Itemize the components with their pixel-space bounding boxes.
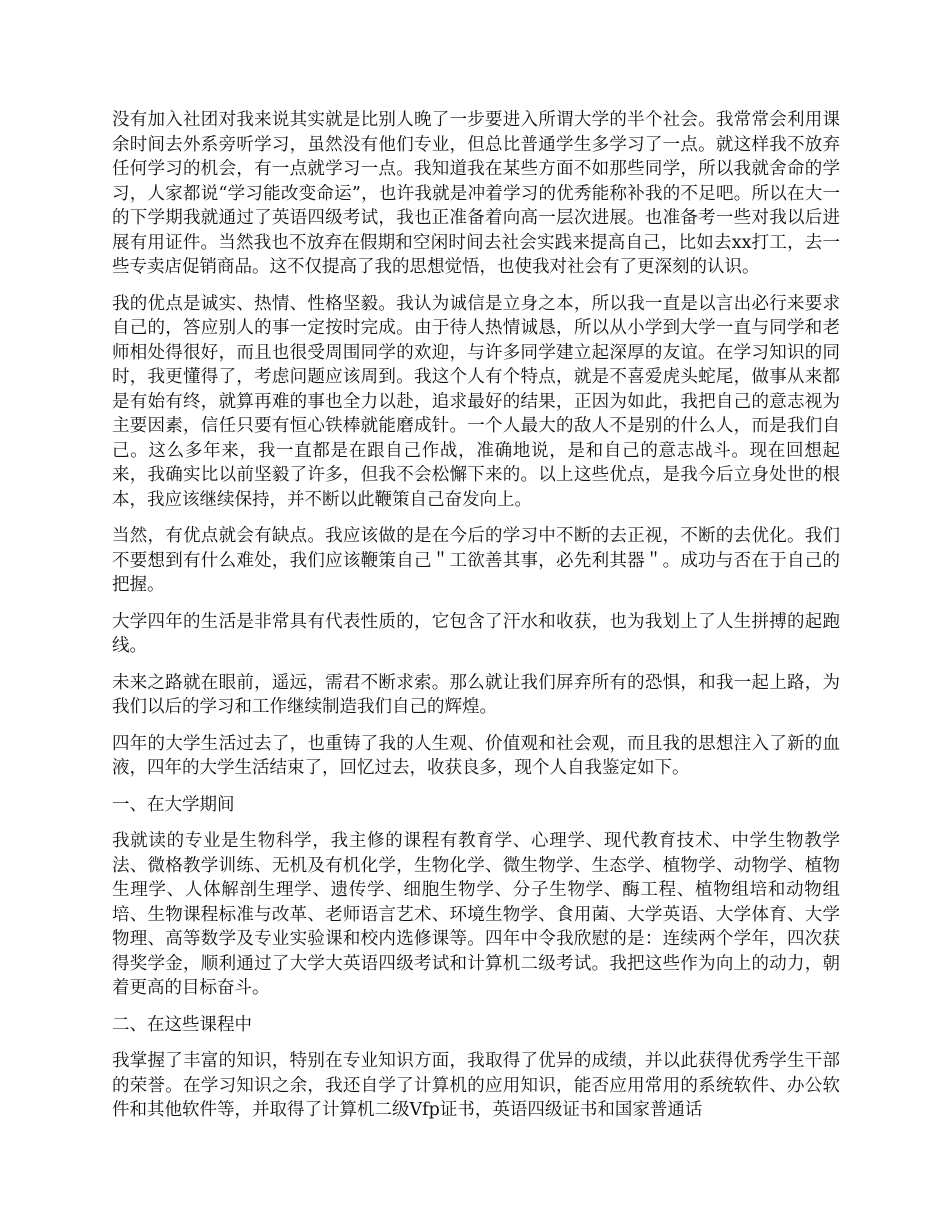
paragraph-knowledge: 我掌握了丰富的知识，特别在专业知识方面，我取得了优异的成绩，并以此获得优秀学生干部的荣誉。在学习知识之余，我还自学了计算机的应用知识，能否应用常用的系统软件、办公软件和其他软件等，并取得了计算机二级Vfp证书，英语四级证书和国家普通话 <box>112 1051 840 1120</box>
document-body <box>112 108 840 1135</box>
paragraph-four-years: 大学四年的生活是非常具有代表性质的，它包含了汗水和收获，也为我划上了人生拼搏的起跑线。 <box>112 611 840 656</box>
paragraph-courses: 我就读的专业是生物科学，我主修的课程有教育学、心理学、现代教育技术、中学生物教学法、微格教学训练、无机及有机化学，生物化学、微生物学、生态学、植物学、动物学、植物生理学、人体解剖生理学、遗传学、细胞生物学、分子生物学、酶工程、植物组培和动物组培、生物课程标准与改革、老师语言艺术、环境生物学、食用菌、大学英语、大学体育、大学物理、高等数学及专业实验课和校内选修课等。四年中令我欣慰的是：连续两个学年，四次获得奖学金，顺利通过了大学大英语四级考试和计算机二级考试。我把这些作为向上的动力，朝着更高的目标奋斗。 <box>112 831 840 998</box>
paragraph-future: 未来之路就在眼前，遥远，需君不断求索。那么就让我们屏弃所有的恐惧，和我一起上路，为我们以后的学习和工作继续制造我们自己的辉煌。 <box>112 672 840 717</box>
section-heading-courses: 二、在这些课程中 <box>112 1014 252 1035</box>
paragraph-weaknesses: 当然，有优点就会有缺点。我应该做的是在今后的学习中不断的去正视，不断的去优化。我们不要想到有什么难处，我们应该鞭策自己＂工欲善其事，必先利其器＂。成功与否在于自己的把握。 <box>112 526 840 595</box>
paragraph-club: 没有加入社团对我来说其实就是比别人晚了一步要进入所谓大学的半个社会。我常常会利用课余时间去外系旁听学习，虽然没有他们专业，但总比普通学生多学习了一点。就这样我不放弃任何学习的机会，有一点就学习一点。我知道我在某些方面不如那些同学，所以我就舍命的学习，人家都说“学习能改变命运”，也许我就是冲着学习的优秀能称补我的不足吧。所以在大一的下学期我就通过了英语四级考试，我也正准备着向高一层次进展。也准备考一些对我以后进展有用证件。当然我也不放弃在假期和空闲时间去社会实践来提高自己，比如去xx打工，去一些专卖店促销商品。这不仅提高了我的思想觉悟，也使我对社会有了更深刻的认识。 <box>112 110 840 277</box>
paragraph-self-assessment-intro: 四年的大学生活过去了，也重铸了我的人生观、价值观和社会观，而且我的思想注入了新的血液，四年的大学生活结束了，回忆过去，收获良多，现个人自我鉴定如下。 <box>112 733 840 778</box>
paragraph-strengths: 我的优点是诚实、热情、性格坚毅。我认为诚信是立身之本，所以我一直是以言出必行来要求自己的，答应别人的事一定按时完成。由于待人热情诚恳，所以从小学到大学一直与同学和老师相处得很好，而且也很受周围同学的欢迎，与许多同学建立起深厚的友谊。在学习知识的同时，我更懂得了，考虑问题应该周到。我这个人有个特点，就是不喜爱虎头蛇尾，做事从来都是有始有终，就算再难的事也全力以赴，追求最好的结果，正因为如此，我把自己的意志视为主要因素，信任只要有恒心铁棒就能磨成针。一个人最大的敌人不是别的什么人，而是我们自己。这么多年来，我一直都是在跟自己作战，准确地说，是和自己的意志战斗。现在回想起来，我确实比以前坚毅了许多，但我不会松懈下来的。以上这些优点，是我今后立身处世的根本，我应该继续保持，并不断以此鞭策自己奋发向上。 <box>112 293 840 510</box>
section-heading-university: 一、在大学期间 <box>112 794 235 815</box>
